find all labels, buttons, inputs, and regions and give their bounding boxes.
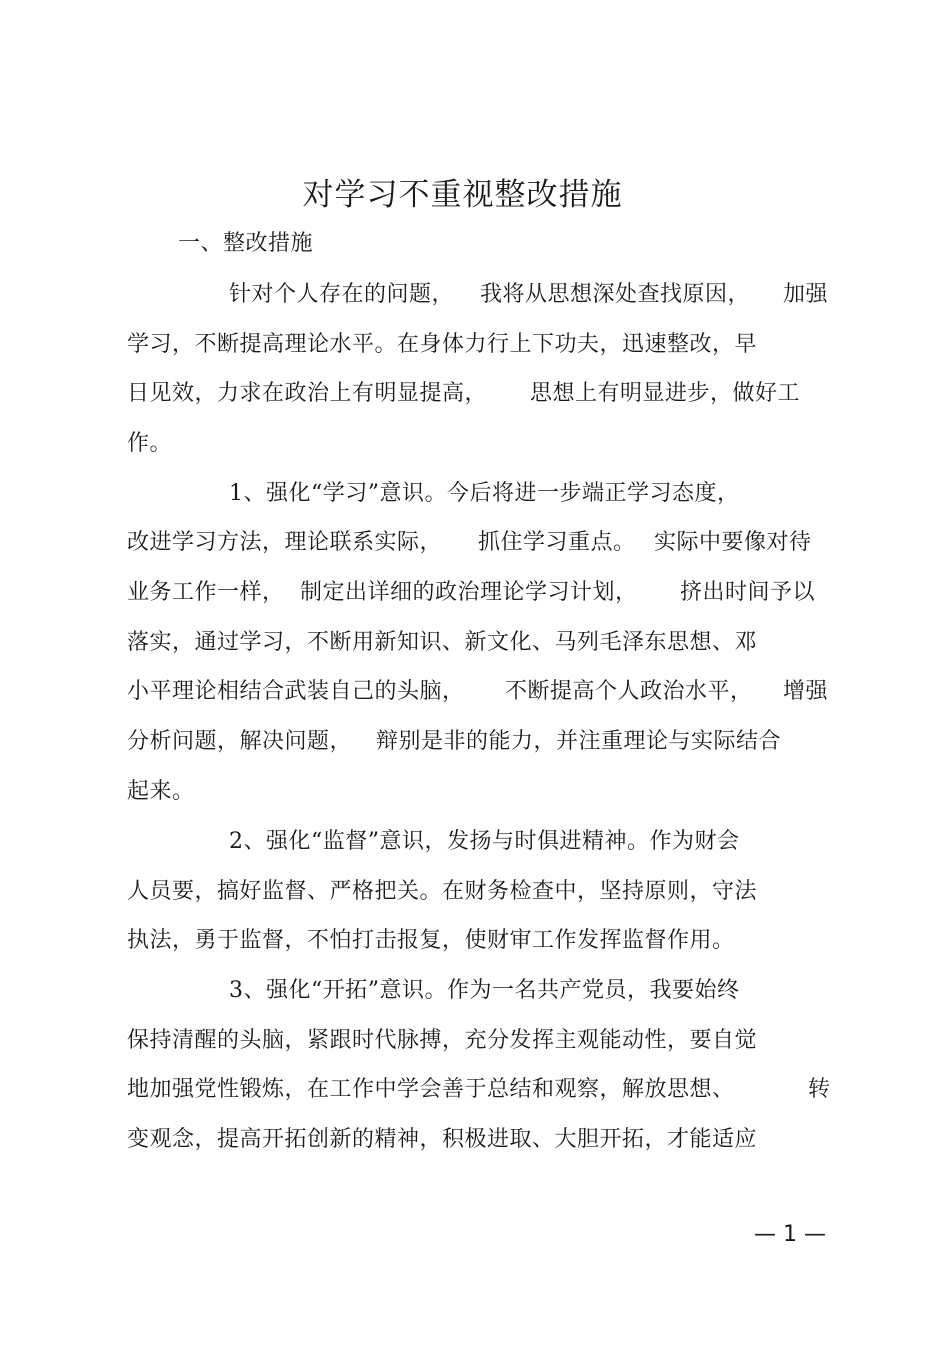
paragraph-1-line-1-part-1: 针对个人存在的问题， [229, 282, 455, 307]
paragraph-2-line-3-part-3: 挤出时间予以 [680, 580, 816, 605]
paragraph-1-line-1-part-2: 我将从思想深处查找原因， [480, 282, 751, 307]
paragraph-2-line-2-part-3: 实际中要像对待 [654, 530, 812, 555]
paragraph-2-line-5-part-1: 小平理论相结合武装自己的头脑， [127, 679, 465, 704]
paragraph-2-line-2-part-1: 改进学习方法，理论联系实际， [127, 530, 443, 555]
paragraph-2-line-5-part-3: 增强 [783, 679, 829, 704]
paragraph-1-line-4: 作。 [127, 431, 173, 456]
paragraph-3-line-1: 2、强化“监督”意识，发扬与时俱进精神。作为财会 [229, 829, 740, 854]
paragraph-1-line-2: 学习，不断提高理论水平。在身体力行上下功夫，迅速整改，早 [127, 332, 758, 357]
paragraph-3-line-2: 人员要，搞好监督、严格把关。在财务检查中，坚持原则，守法 [127, 879, 758, 904]
paragraph-1-line-3-part-1: 日见效，力求在政治上有明显提高， [127, 381, 488, 406]
paragraph-2-line-3-part-1: 业务工作一样， [127, 580, 285, 605]
paragraph-4-line-3-part-1: 地加强党性锻炼，在工作中学会善于总结和观察，解放思想、 [127, 1077, 735, 1102]
page-number: — 1 — [754, 1222, 826, 1247]
paragraph-4-line-2: 保持清醒的头脑，紧跟时代脉搏，充分发挥主观能动性，要自觉 [127, 1028, 758, 1053]
paragraph-2-line-7: 起来。 [127, 779, 195, 804]
paragraph-2-line-3-part-2: 制定出详细的政治理论学习计划， [300, 580, 638, 605]
paragraph-1-line-1-part-3: 加强 [783, 282, 829, 307]
section-heading: 一、整改措施 [178, 231, 314, 256]
paragraph-2-line-1: 1、强化“学习”意识。今后将进一步端正学习态度， [229, 481, 740, 506]
paragraph-2-line-6-part-2: 辩别是非的能力，并注重理论与实际结合 [376, 729, 782, 754]
paragraph-2-line-6-part-1: 分析问题，解决问题， [127, 729, 353, 754]
paragraph-3-line-3: 执法，勇于监督，不怕打击报复，使财审工作发挥监督作用。 [127, 928, 735, 953]
document-title: 对学习不重视整改措施 [302, 177, 623, 213]
paragraph-1-line-3-part-2: 思想上有明显进步，做好工 [530, 381, 801, 406]
paragraph-4-line-1: 3、强化“开拓”意识。作为一名共产党员，我要始终 [229, 978, 740, 1003]
paragraph-4-line-3-part-2: 转 [808, 1077, 831, 1102]
paragraph-2-line-2-part-2: 抓住学习重点。 [478, 530, 636, 555]
paragraph-2-line-4: 落实，通过学习，不断用新知识、新文化、马列毛泽东思想、邓 [127, 630, 758, 655]
paragraph-4-line-4: 变观念，提高开拓创新的精神，积极进取、大胆开拓，才能适应 [127, 1127, 758, 1152]
paragraph-2-line-5-part-2: 不断提高个人政治水平， [505, 679, 753, 704]
